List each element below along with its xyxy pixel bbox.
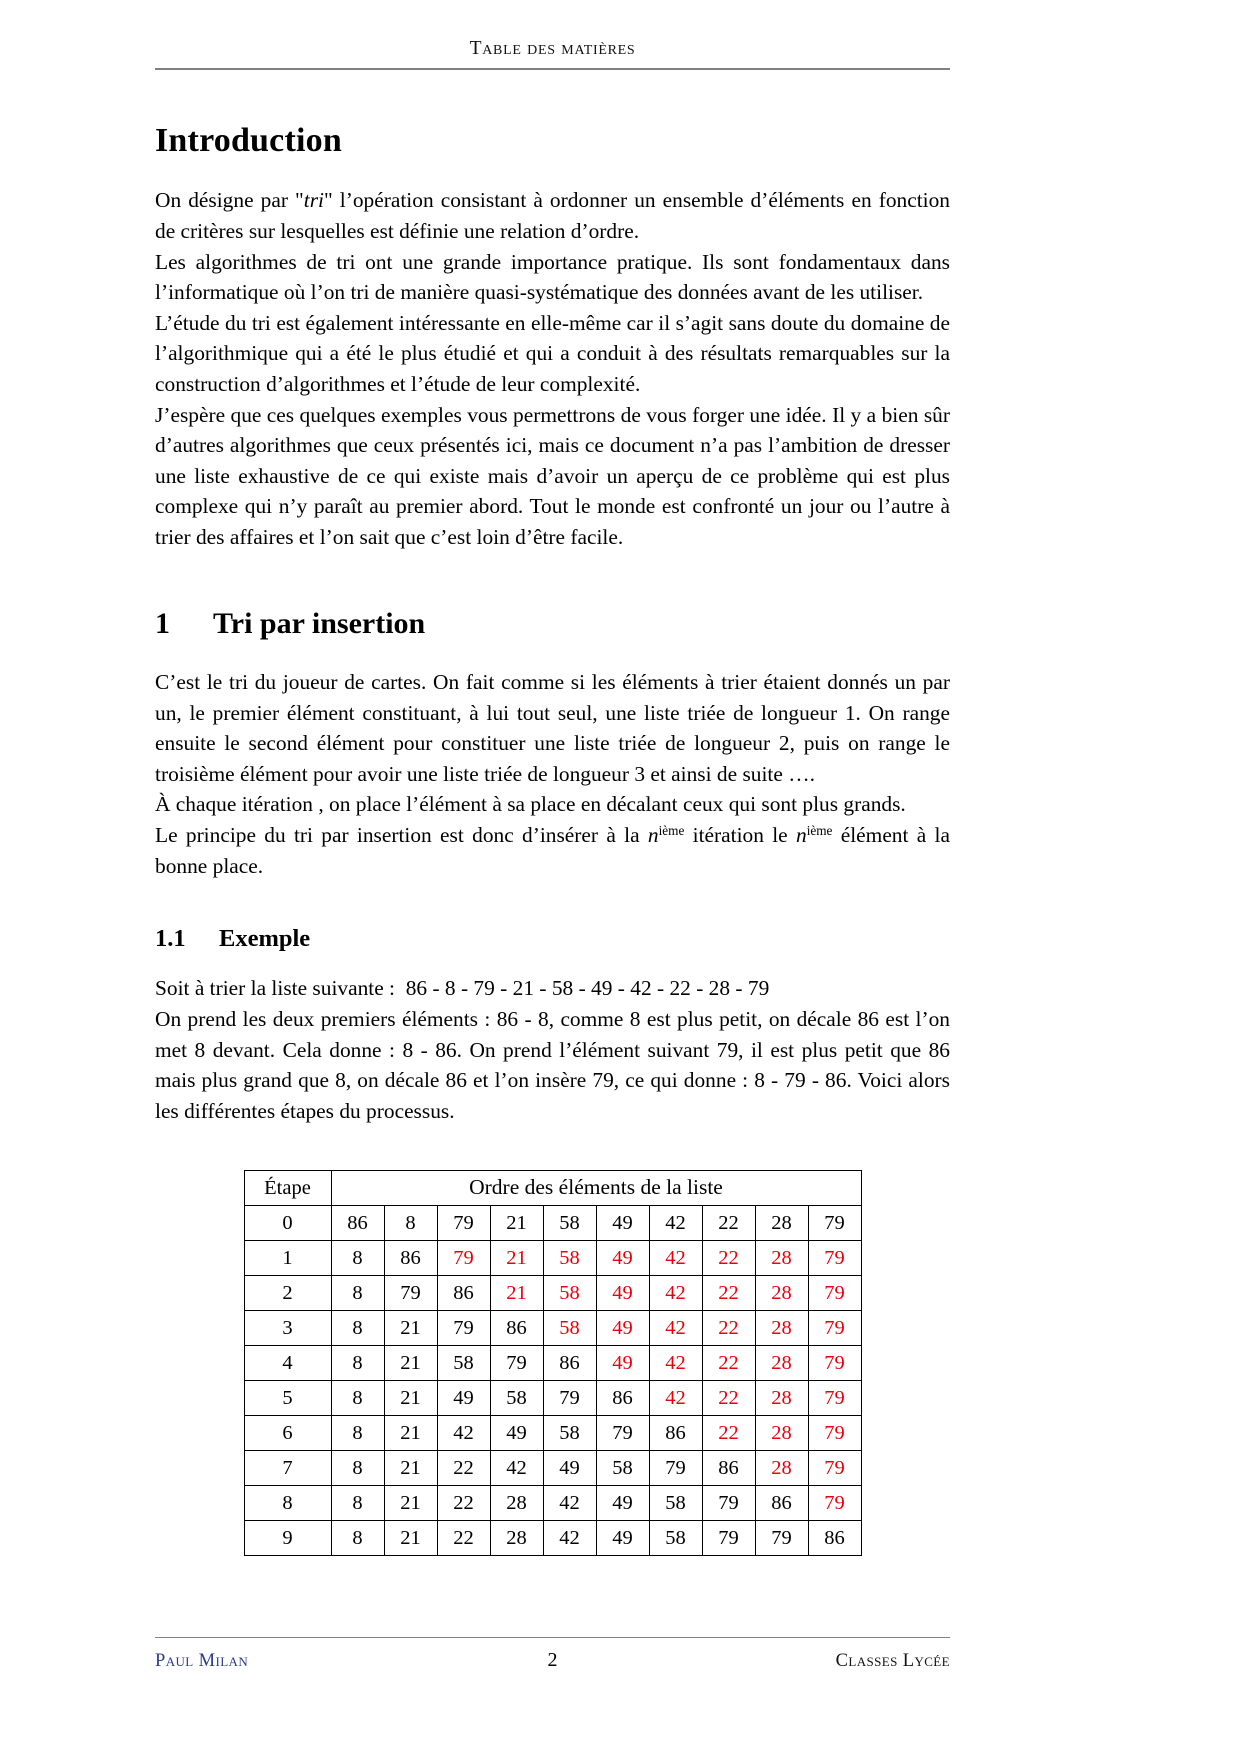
ordinal-suffix-second: ième bbox=[806, 823, 833, 839]
steps-table-head bbox=[244, 1171, 861, 1206]
cell-value: 49 bbox=[596, 1486, 649, 1521]
cell-value: 49 bbox=[437, 1381, 490, 1416]
intro-paragraph-1: On désigne par "tri" l’opération consistant à ordonner un ensemble d’éléments en fonction de critères sur lesquelles est définie une relation d’ordre. bbox=[155, 188, 950, 243]
cell-value: 79 bbox=[808, 1451, 861, 1486]
cell-value: 42 bbox=[649, 1241, 702, 1276]
intro-paragraph-2: Les algorithmes de tri ont une grande importance pratique. Ils sont fondamentaux dans l’informatique où l’on tri de manière quasi-systématique des données avant de les utiliser. bbox=[155, 249, 950, 305]
cell-step-number: 5 bbox=[244, 1381, 331, 1416]
section-number: 1 bbox=[155, 606, 170, 640]
example-explanation: On prend les deux premiers éléments : 86 - 8, comme 8 est plus petit, on décale 86 est l’on met 8 devant. Cela donne : 8 - 86. On prend l’élément suivant 79, il est plus petit que 86 mais plus grand que 8, on décale 86 et l’on insère 79, ce qui donne : 8 - 79 - 86. Voici alors les différentes étapes du processus. bbox=[155, 1006, 950, 1123]
principle-part-1: Le principe du tri par insertion est donc d’insérer à la bbox=[155, 822, 648, 847]
cell-value: 58 bbox=[543, 1241, 596, 1276]
cell-value: 22 bbox=[437, 1521, 490, 1556]
cell-value: 58 bbox=[543, 1416, 596, 1451]
table-row bbox=[244, 1416, 861, 1451]
cell-value: 28 bbox=[755, 1381, 808, 1416]
cell-value: 79 bbox=[702, 1521, 755, 1556]
footer-rule bbox=[155, 1637, 950, 1638]
cell-value: 21 bbox=[490, 1276, 543, 1311]
cell-value: 22 bbox=[702, 1206, 755, 1241]
ordinal-suffix-first: ième bbox=[658, 823, 685, 839]
page-content bbox=[155, 38, 950, 1556]
example-list-line bbox=[155, 973, 950, 1004]
cell-value: 22 bbox=[702, 1276, 755, 1311]
cell-value: 8 bbox=[384, 1206, 437, 1241]
cell-value: 8 bbox=[331, 1241, 384, 1276]
cell-value: 79 bbox=[755, 1521, 808, 1556]
cell-value: 58 bbox=[437, 1346, 490, 1381]
cell-value: 21 bbox=[384, 1521, 437, 1556]
cell-value: 49 bbox=[490, 1416, 543, 1451]
cell-value: 79 bbox=[808, 1416, 861, 1451]
cell-value: 86 bbox=[755, 1486, 808, 1521]
cell-value: 79 bbox=[437, 1206, 490, 1241]
cell-value: 42 bbox=[649, 1206, 702, 1241]
cell-value: 86 bbox=[702, 1451, 755, 1486]
steps-table-body bbox=[244, 1206, 861, 1556]
cell-value: 22 bbox=[702, 1311, 755, 1346]
cell-value: 79 bbox=[808, 1206, 861, 1241]
cell-value: 58 bbox=[543, 1311, 596, 1346]
cell-value: 8 bbox=[331, 1381, 384, 1416]
cell-value: 21 bbox=[384, 1346, 437, 1381]
table-row bbox=[244, 1346, 861, 1381]
cell-value: 8 bbox=[331, 1311, 384, 1346]
cell-value: 42 bbox=[543, 1521, 596, 1556]
cell-value: 49 bbox=[596, 1276, 649, 1311]
cell-value: 86 bbox=[808, 1521, 861, 1556]
cell-value: 8 bbox=[331, 1451, 384, 1486]
cell-step-number: 7 bbox=[244, 1451, 331, 1486]
cell-value: 58 bbox=[543, 1206, 596, 1241]
cell-value: 79 bbox=[808, 1276, 861, 1311]
cell-value: 21 bbox=[384, 1381, 437, 1416]
cell-value: 58 bbox=[490, 1381, 543, 1416]
cell-value: 42 bbox=[649, 1346, 702, 1381]
cell-value: 79 bbox=[649, 1451, 702, 1486]
table-row bbox=[244, 1381, 861, 1416]
cell-value: 42 bbox=[437, 1416, 490, 1451]
cell-value: 79 bbox=[437, 1311, 490, 1346]
chapter-title: Introduction bbox=[155, 122, 342, 159]
cell-step-number: 8 bbox=[244, 1486, 331, 1521]
table-header-row bbox=[244, 1171, 861, 1206]
cell-value: 86 bbox=[596, 1381, 649, 1416]
footer-page-number: 2 bbox=[547, 1649, 558, 1671]
subsection-heading bbox=[155, 925, 950, 953]
cell-value: 79 bbox=[808, 1311, 861, 1346]
cell-value: 8 bbox=[331, 1521, 384, 1556]
cell-value: 22 bbox=[702, 1416, 755, 1451]
cell-value: 86 bbox=[543, 1346, 596, 1381]
table-row bbox=[244, 1521, 861, 1556]
subsection-number: 1.1 bbox=[155, 925, 186, 953]
cell-value: 28 bbox=[755, 1416, 808, 1451]
cell-value: 49 bbox=[543, 1451, 596, 1486]
cell-step-number: 6 bbox=[244, 1416, 331, 1451]
cell-step-number: 4 bbox=[244, 1346, 331, 1381]
running-head-text: Table des matières bbox=[469, 38, 636, 59]
running-head-rule bbox=[155, 68, 950, 70]
cell-value: 79 bbox=[702, 1486, 755, 1521]
intro-paragraph-4: J’espère que ces quelques exemples vous permettrons de vous forger une idée. Il y a bien sûr d’autres algorithmes que ceux présentés ici, mais ce document n’a pas l’ambition de dresser une liste exhaustive de ce qui existe mais d’avoir un aperçu de ce problème qui est plus complexe qui n’y paraît au premier abord. Tout le monde est confronté un jour ou l’autre à trier des affaires et l’on sait que c’est loin d’être facile. bbox=[155, 402, 950, 549]
cell-value: 79 bbox=[384, 1276, 437, 1311]
steps-table-wrapper bbox=[155, 1170, 950, 1556]
cell-value: 79 bbox=[437, 1241, 490, 1276]
cell-value: 79 bbox=[490, 1346, 543, 1381]
cell-step-number: 3 bbox=[244, 1311, 331, 1346]
cell-value: 86 bbox=[384, 1241, 437, 1276]
cell-value: 21 bbox=[384, 1416, 437, 1451]
cell-value: 28 bbox=[490, 1521, 543, 1556]
cell-value: 79 bbox=[808, 1241, 861, 1276]
cell-value: 58 bbox=[649, 1521, 702, 1556]
variable-n-first: n bbox=[647, 822, 659, 847]
cell-value: 42 bbox=[490, 1451, 543, 1486]
section-title: Tri par insertion bbox=[213, 606, 426, 640]
cell-value: 21 bbox=[384, 1486, 437, 1521]
cell-value: 21 bbox=[490, 1241, 543, 1276]
cell-value: 8 bbox=[331, 1486, 384, 1521]
cell-value: 79 bbox=[808, 1381, 861, 1416]
cell-value: 49 bbox=[596, 1311, 649, 1346]
cell-value: 28 bbox=[490, 1486, 543, 1521]
cell-value: 86 bbox=[649, 1416, 702, 1451]
cell-value: 86 bbox=[437, 1276, 490, 1311]
example-list-intro: Soit à trier la liste suivante : bbox=[155, 976, 395, 1001]
section-paragraph-1: C’est le tri du joueur de cartes. On fait comme si les éléments à trier étaient donnés un par un, le premier élément constituant, à lui tout seul, une liste triée de longueur 1. On range ensuite le second élément pour constituer une liste triée de longueur 2, puis on range le troisième élément pour avoir une liste triée de longueur 3 et ainsi de suite …. bbox=[155, 670, 950, 786]
cell-value: 42 bbox=[649, 1311, 702, 1346]
cell-value: 42 bbox=[649, 1381, 702, 1416]
table-row bbox=[244, 1451, 861, 1486]
intro-paragraph-3: L’étude du tri est également intéressante en elle-même car il s’agit sans doute du domaine de l’algorithmique qui a été le plus étudié et qui a conduit à des résultats remarquables sur la construction d’algorithmes et l’étude de leur complexité. bbox=[155, 310, 950, 396]
emphasis-tri: tri bbox=[303, 188, 324, 213]
section-heading bbox=[155, 607, 950, 642]
table-row bbox=[244, 1206, 861, 1241]
cell-step-number: 2 bbox=[244, 1276, 331, 1311]
table-row bbox=[244, 1486, 861, 1521]
table-row bbox=[244, 1241, 861, 1276]
cell-value: 8 bbox=[331, 1346, 384, 1381]
cell-value: 42 bbox=[543, 1486, 596, 1521]
cell-value: 22 bbox=[702, 1241, 755, 1276]
cell-value: 49 bbox=[596, 1206, 649, 1241]
cell-value: 28 bbox=[755, 1451, 808, 1486]
cell-value: 49 bbox=[596, 1346, 649, 1381]
cell-value: 21 bbox=[490, 1206, 543, 1241]
cell-value: 58 bbox=[543, 1276, 596, 1311]
footer-author: Paul Milan bbox=[155, 1651, 249, 1671]
cell-value: 22 bbox=[702, 1346, 755, 1381]
cell-value: 8 bbox=[331, 1276, 384, 1311]
cell-step-number: 9 bbox=[244, 1521, 331, 1556]
page-footer bbox=[155, 1637, 950, 1672]
cell-value: 58 bbox=[596, 1451, 649, 1486]
cell-value: 86 bbox=[490, 1311, 543, 1346]
cell-value: 28 bbox=[755, 1276, 808, 1311]
cell-value: 28 bbox=[755, 1311, 808, 1346]
cell-value: 28 bbox=[755, 1206, 808, 1241]
cell-value: 28 bbox=[755, 1346, 808, 1381]
principle-part-3: élément à la bonne place. bbox=[155, 822, 950, 878]
cell-value: 49 bbox=[596, 1241, 649, 1276]
cell-value: 22 bbox=[702, 1381, 755, 1416]
cell-value: 21 bbox=[384, 1311, 437, 1346]
cell-value: 49 bbox=[596, 1521, 649, 1556]
section-principle-paragraph bbox=[155, 820, 950, 881]
column-header-step: Étape bbox=[244, 1171, 331, 1206]
running-head bbox=[155, 38, 950, 70]
table-row bbox=[244, 1276, 861, 1311]
subsection-title: Exemple bbox=[219, 925, 311, 953]
cell-value: 28 bbox=[755, 1241, 808, 1276]
steps-table bbox=[244, 1170, 862, 1556]
cell-value: 22 bbox=[437, 1486, 490, 1521]
cell-value: 42 bbox=[649, 1276, 702, 1311]
table-row bbox=[244, 1311, 861, 1346]
example-list-values: 86 - 8 - 79 - 21 - 58 - 49 - 42 - 22 - 28 - 79 bbox=[405, 976, 770, 1001]
cell-value: 22 bbox=[437, 1451, 490, 1486]
cell-value: 8 bbox=[331, 1416, 384, 1451]
cell-value: 86 bbox=[331, 1206, 384, 1241]
footer-right-label: Classes Lycée bbox=[835, 1651, 950, 1671]
footer-row bbox=[155, 1649, 950, 1672]
cell-step-number: 1 bbox=[244, 1241, 331, 1276]
cell-value: 79 bbox=[596, 1416, 649, 1451]
cell-value: 58 bbox=[649, 1486, 702, 1521]
section-paragraph-2: À chaque itération , on place l’élément à sa place en décalant ceux qui sont plus grands. bbox=[155, 792, 906, 817]
cell-value: 21 bbox=[384, 1451, 437, 1486]
cell-value: 79 bbox=[808, 1486, 861, 1521]
column-header-order: Ordre des éléments de la liste bbox=[331, 1171, 861, 1206]
cell-value: 79 bbox=[543, 1381, 596, 1416]
variable-n-second: n bbox=[795, 822, 807, 847]
cell-value: 79 bbox=[808, 1346, 861, 1381]
principle-part-2: itération le bbox=[684, 822, 796, 847]
cell-step-number: 0 bbox=[244, 1206, 331, 1241]
